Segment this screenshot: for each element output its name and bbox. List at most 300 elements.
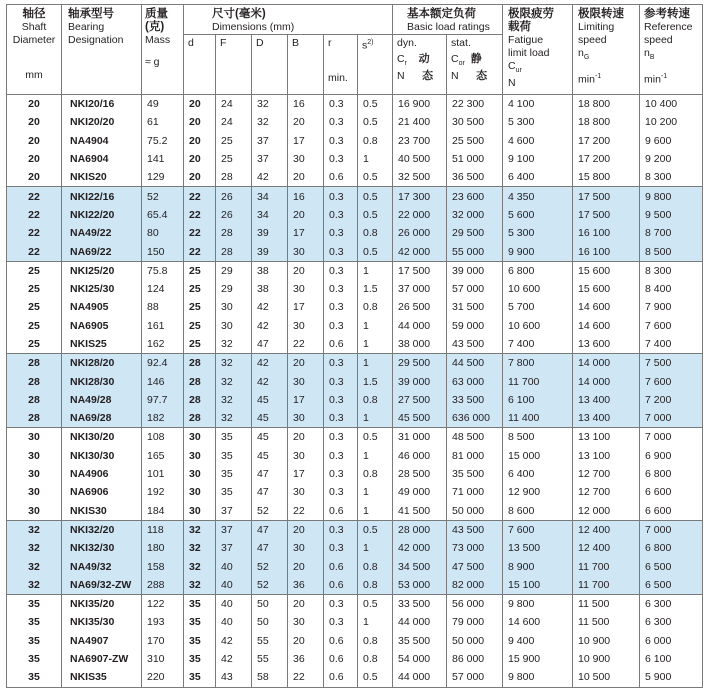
cell-shaft: 35 <box>7 632 62 650</box>
cell-cor: 43 500 <box>447 335 503 354</box>
cell-F: 35 <box>216 483 252 501</box>
cell-cu: 6 800 <box>503 261 573 280</box>
cell-des: NKI28/30 <box>62 372 142 390</box>
cell-D: 42 <box>252 317 288 335</box>
cell-nb: 10 400 <box>640 95 703 114</box>
cell-d: 28 <box>184 409 216 428</box>
cell-cor: 48 500 <box>447 428 503 447</box>
cell-nb: 6 600 <box>640 483 703 501</box>
cell-D: 58 <box>252 668 288 687</box>
cell-des: NKIS35 <box>62 668 142 687</box>
cell-cr: 17 300 <box>393 187 447 206</box>
cell-D: 42 <box>252 168 288 187</box>
cell-F: 42 <box>216 650 252 668</box>
cell-des: NKI20/16 <box>62 95 142 114</box>
cell-shaft: 32 <box>7 557 62 575</box>
cell-nb: 6 100 <box>640 650 703 668</box>
cell-B: 17 <box>288 465 324 483</box>
cell-mass: 158 <box>142 557 184 575</box>
cell-shaft: 35 <box>7 613 62 631</box>
table-row <box>7 242 703 261</box>
table-row <box>7 650 703 668</box>
cell-shaft: 22 <box>7 224 62 242</box>
cell-s: 0.5 <box>358 95 393 114</box>
cell-s: 1 <box>358 502 393 521</box>
cell-mass: 162 <box>142 335 184 354</box>
cell-shaft: 20 <box>7 168 62 187</box>
cell-des: NA49/22 <box>62 224 142 242</box>
cell-cu: 7 600 <box>503 520 573 539</box>
cell-cu: 9 400 <box>503 632 573 650</box>
cell-mass: 80 <box>142 224 184 242</box>
cell-s: 0.8 <box>358 465 393 483</box>
cell-ng: 13 400 <box>573 391 640 409</box>
cell-cu: 6 400 <box>503 465 573 483</box>
cell-mass: 146 <box>142 372 184 390</box>
cell-d: 20 <box>184 150 216 168</box>
cell-D: 47 <box>252 483 288 501</box>
cell-D: 45 <box>252 428 288 447</box>
cell-cor: 79 000 <box>447 613 503 631</box>
table-row <box>7 224 703 242</box>
cell-cr: 26 500 <box>393 298 447 316</box>
cell-mass: 310 <box>142 650 184 668</box>
cell-F: 40 <box>216 576 252 595</box>
cell-s: 0.8 <box>358 132 393 150</box>
header-dynamic: dyn. $C_r$ 动 N 态 <box>393 35 447 95</box>
cell-cu: 9 800 <box>503 595 573 614</box>
cell-nb: 9 800 <box>640 187 703 206</box>
cell-D: 32 <box>252 113 288 131</box>
cell-cor: 36 500 <box>447 168 503 187</box>
cell-r: 0.3 <box>324 113 358 131</box>
cell-cor: 23 600 <box>447 187 503 206</box>
cell-cor: 63 000 <box>447 372 503 390</box>
cell-B: 30 <box>288 372 324 390</box>
cell-mass: 124 <box>142 280 184 298</box>
cell-r: 0.3 <box>324 187 358 206</box>
cell-F: 35 <box>216 447 252 465</box>
cell-r: 0.6 <box>324 502 358 521</box>
cell-B: 22 <box>288 668 324 687</box>
cell-cor: 44 500 <box>447 354 503 373</box>
table-row <box>7 483 703 501</box>
cell-mass: 184 <box>142 502 184 521</box>
cell-d: 28 <box>184 354 216 373</box>
cell-cr: 34 500 <box>393 557 447 575</box>
header-load-ratings: 基本额定负荷 Basic load ratings <box>393 5 503 35</box>
cell-mass: 170 <box>142 632 184 650</box>
cell-D: 47 <box>252 539 288 557</box>
cell-nb: 5 900 <box>640 668 703 687</box>
cell-B: 30 <box>288 280 324 298</box>
cell-cor: 56 000 <box>447 595 503 614</box>
cell-des: NA6906 <box>62 483 142 501</box>
cell-F: 25 <box>216 150 252 168</box>
cell-shaft: 28 <box>7 372 62 390</box>
cell-r: 0.3 <box>324 206 358 224</box>
table-row <box>7 539 703 557</box>
cell-d: 20 <box>184 132 216 150</box>
cell-des: NKI35/30 <box>62 613 142 631</box>
cell-cor: 82 000 <box>447 576 503 595</box>
cell-ng: 13 100 <box>573 447 640 465</box>
cell-shaft: 25 <box>7 335 62 354</box>
cell-mass: 101 <box>142 465 184 483</box>
cell-nb: 8 400 <box>640 280 703 298</box>
cell-F: 32 <box>216 354 252 373</box>
cell-cu: 12 900 <box>503 483 573 501</box>
cell-cu: 9 800 <box>503 668 573 687</box>
cell-des: NKI25/30 <box>62 280 142 298</box>
cell-cu: 11 700 <box>503 372 573 390</box>
table-row <box>7 335 703 354</box>
cell-mass: 108 <box>142 428 184 447</box>
cell-d: 30 <box>184 502 216 521</box>
cell-nb: 9 600 <box>640 132 703 150</box>
cell-nb: 8 300 <box>640 261 703 280</box>
cell-s: 1 <box>358 409 393 428</box>
cell-cu: 5 700 <box>503 298 573 316</box>
cell-mass: 165 <box>142 447 184 465</box>
cell-r: 0.3 <box>324 391 358 409</box>
cell-des: NKI35/20 <box>62 595 142 614</box>
table-row <box>7 465 703 483</box>
cell-B: 16 <box>288 187 324 206</box>
cell-nb: 9 500 <box>640 206 703 224</box>
cell-ng: 13 400 <box>573 409 640 428</box>
cell-ng: 17 200 <box>573 132 640 150</box>
cell-des: NKIS25 <box>62 335 142 354</box>
cell-cr: 38 000 <box>393 335 447 354</box>
cell-mass: 122 <box>142 595 184 614</box>
cell-des: NKI20/20 <box>62 113 142 131</box>
cell-des: NA6904 <box>62 150 142 168</box>
cell-s: 0.8 <box>358 224 393 242</box>
cell-des: NA49/28 <box>62 391 142 409</box>
cell-B: 30 <box>288 317 324 335</box>
cell-s: 1 <box>358 335 393 354</box>
cell-B: 20 <box>288 557 324 575</box>
cell-F: 26 <box>216 187 252 206</box>
cell-s: 0.8 <box>358 650 393 668</box>
cell-mass: 129 <box>142 168 184 187</box>
cell-r: 0.3 <box>324 298 358 316</box>
cell-ng: 16 100 <box>573 224 640 242</box>
cell-cor: 51 000 <box>447 150 503 168</box>
cell-ng: 17 500 <box>573 206 640 224</box>
cell-r: 0.6 <box>324 335 358 354</box>
cell-s: 1 <box>358 317 393 335</box>
cell-d: 32 <box>184 557 216 575</box>
cell-s: 1 <box>358 354 393 373</box>
cell-mass: 288 <box>142 576 184 595</box>
table-row <box>7 557 703 575</box>
cell-B: 22 <box>288 335 324 354</box>
cell-s: 1 <box>358 150 393 168</box>
cell-cor: 29 500 <box>447 224 503 242</box>
cell-mass: 193 <box>142 613 184 631</box>
cell-nb: 7 600 <box>640 372 703 390</box>
table-row <box>7 150 703 168</box>
cell-D: 34 <box>252 206 288 224</box>
cell-nb: 6 500 <box>640 576 703 595</box>
cell-r: 0.3 <box>324 354 358 373</box>
cell-shaft: 20 <box>7 132 62 150</box>
cell-d: 25 <box>184 335 216 354</box>
cell-cu: 14 600 <box>503 613 573 631</box>
table-row <box>7 520 703 539</box>
cell-B: 20 <box>288 206 324 224</box>
cell-F: 32 <box>216 335 252 354</box>
cell-ng: 10 900 <box>573 650 640 668</box>
cell-D: 55 <box>252 632 288 650</box>
cell-d: 32 <box>184 576 216 595</box>
cell-r: 0.6 <box>324 576 358 595</box>
cell-mass: 92.4 <box>142 354 184 373</box>
cell-mass: 88 <box>142 298 184 316</box>
cell-des: NA4904 <box>62 132 142 150</box>
cell-d: 22 <box>184 206 216 224</box>
cell-D: 47 <box>252 335 288 354</box>
cell-cu: 13 500 <box>503 539 573 557</box>
cell-s: 1.5 <box>358 372 393 390</box>
cell-shaft: 20 <box>7 150 62 168</box>
cell-shaft: 35 <box>7 668 62 687</box>
cell-ng: 15 600 <box>573 280 640 298</box>
cell-des: NA4907 <box>62 632 142 650</box>
table-body <box>7 95 703 688</box>
table-row <box>7 576 703 595</box>
cell-cr: 46 000 <box>393 447 447 465</box>
cell-ng: 10 900 <box>573 632 640 650</box>
cell-B: 20 <box>288 261 324 280</box>
cell-D: 50 <box>252 595 288 614</box>
cell-mass: 49 <box>142 95 184 114</box>
cell-ng: 14 000 <box>573 372 640 390</box>
cell-cr: 53 000 <box>393 576 447 595</box>
cell-des: NKI30/30 <box>62 447 142 465</box>
cell-ng: 12 400 <box>573 520 640 539</box>
table-row <box>7 261 703 280</box>
table-row <box>7 409 703 428</box>
cell-F: 25 <box>216 132 252 150</box>
header-mass: 质量 (克) Mass ≈ g <box>142 5 184 95</box>
cell-D: 32 <box>252 95 288 114</box>
cell-r: 0.3 <box>324 447 358 465</box>
cell-D: 38 <box>252 280 288 298</box>
cell-cu: 7 400 <box>503 335 573 354</box>
cell-B: 30 <box>288 242 324 261</box>
cell-shaft: 30 <box>7 447 62 465</box>
cell-cu: 7 800 <box>503 354 573 373</box>
cell-r: 0.3 <box>324 150 358 168</box>
cell-r: 0.3 <box>324 132 358 150</box>
cell-mass: 65.4 <box>142 206 184 224</box>
cell-mass: 192 <box>142 483 184 501</box>
cell-cu: 8 600 <box>503 502 573 521</box>
cell-d: 35 <box>184 668 216 687</box>
cell-s: 0.8 <box>358 632 393 650</box>
cell-des: NA6907-ZW <box>62 650 142 668</box>
cell-shaft: 28 <box>7 409 62 428</box>
cell-d: 25 <box>184 261 216 280</box>
header-reference-speed: 参考转速 Reference speed $n_B$ $\min^{-1}$ <box>640 5 703 95</box>
cell-nb: 7 000 <box>640 520 703 539</box>
cell-ng: 12 000 <box>573 502 640 521</box>
header-shaft: 轴径 Shaft Diameter mm <box>7 5 62 95</box>
cell-ng: 15 600 <box>573 261 640 280</box>
cell-ng: 11 500 <box>573 595 640 614</box>
cell-B: 20 <box>288 595 324 614</box>
cell-des: NA4905 <box>62 298 142 316</box>
cell-d: 20 <box>184 113 216 131</box>
cell-r: 0.6 <box>324 668 358 687</box>
table-row <box>7 447 703 465</box>
cell-cu: 10 600 <box>503 317 573 335</box>
cell-mass: 182 <box>142 409 184 428</box>
cell-F: 28 <box>216 168 252 187</box>
cell-cu: 8 500 <box>503 428 573 447</box>
cell-r: 0.3 <box>324 613 358 631</box>
cell-cr: 40 500 <box>393 150 447 168</box>
table-row <box>7 354 703 373</box>
cell-nb: 6 600 <box>640 502 703 521</box>
cell-ng: 16 100 <box>573 242 640 261</box>
cell-shaft: 30 <box>7 465 62 483</box>
cell-cu: 5 300 <box>503 224 573 242</box>
cell-B: 36 <box>288 576 324 595</box>
cell-d: 30 <box>184 465 216 483</box>
cell-B: 17 <box>288 391 324 409</box>
cell-cr: 28 500 <box>393 465 447 483</box>
cell-D: 45 <box>252 391 288 409</box>
cell-d: 22 <box>184 187 216 206</box>
cell-F: 28 <box>216 242 252 261</box>
cell-d: 20 <box>184 168 216 187</box>
cell-des: NA49/32 <box>62 557 142 575</box>
cell-nb: 8 700 <box>640 224 703 242</box>
cell-ng: 18 800 <box>573 95 640 114</box>
cell-des: NKI30/20 <box>62 428 142 447</box>
cell-cu: 5 300 <box>503 113 573 131</box>
table-row <box>7 613 703 631</box>
cell-B: 30 <box>288 539 324 557</box>
cell-cor: 31 500 <box>447 298 503 316</box>
cell-cu: 5 600 <box>503 206 573 224</box>
cell-ng: 12 700 <box>573 483 640 501</box>
cell-F: 29 <box>216 261 252 280</box>
cell-mass: 220 <box>142 668 184 687</box>
cell-F: 42 <box>216 632 252 650</box>
cell-B: 20 <box>288 520 324 539</box>
cell-shaft: 20 <box>7 95 62 114</box>
cell-F: 43 <box>216 668 252 687</box>
cell-r: 0.6 <box>324 650 358 668</box>
table-row <box>7 317 703 335</box>
cell-cor: 33 500 <box>447 391 503 409</box>
cell-F: 35 <box>216 465 252 483</box>
cell-r: 0.3 <box>324 465 358 483</box>
bearing-table-container <box>6 4 702 688</box>
cell-cr: 29 500 <box>393 354 447 373</box>
cell-nb: 6 300 <box>640 613 703 631</box>
cell-D: 39 <box>252 242 288 261</box>
cell-d: 22 <box>184 224 216 242</box>
cell-ng: 17 200 <box>573 150 640 168</box>
cell-d: 25 <box>184 317 216 335</box>
cell-cr: 32 500 <box>393 168 447 187</box>
cell-d: 32 <box>184 520 216 539</box>
cell-nb: 8 500 <box>640 242 703 261</box>
cell-B: 30 <box>288 409 324 428</box>
cell-B: 17 <box>288 224 324 242</box>
cell-B: 20 <box>288 428 324 447</box>
cell-d: 25 <box>184 280 216 298</box>
cell-ng: 11 700 <box>573 576 640 595</box>
cell-shaft: 30 <box>7 502 62 521</box>
cell-cor: 43 500 <box>447 520 503 539</box>
cell-cor: 22 300 <box>447 95 503 114</box>
cell-r: 0.3 <box>324 317 358 335</box>
cell-D: 34 <box>252 187 288 206</box>
cell-d: 35 <box>184 650 216 668</box>
cell-F: 28 <box>216 224 252 242</box>
cell-B: 16 <box>288 95 324 114</box>
cell-cr: 23 700 <box>393 132 447 150</box>
cell-mass: 150 <box>142 242 184 261</box>
cell-cr: 26 000 <box>393 224 447 242</box>
cell-shaft: 22 <box>7 187 62 206</box>
table-row <box>7 391 703 409</box>
cell-nb: 9 200 <box>640 150 703 168</box>
cell-cr: 27 500 <box>393 391 447 409</box>
cell-cor: 32 000 <box>447 206 503 224</box>
cell-ng: 13 100 <box>573 428 640 447</box>
cell-d: 30 <box>184 428 216 447</box>
cell-s: 0.5 <box>358 206 393 224</box>
cell-cu: 6 400 <box>503 168 573 187</box>
cell-cor: 35 500 <box>447 465 503 483</box>
cell-nb: 7 400 <box>640 335 703 354</box>
cell-shaft: 25 <box>7 261 62 280</box>
table-row <box>7 632 703 650</box>
cell-s: 1.5 <box>358 280 393 298</box>
cell-F: 37 <box>216 539 252 557</box>
cell-D: 55 <box>252 650 288 668</box>
cell-nb: 7 200 <box>640 391 703 409</box>
cell-shaft: 20 <box>7 113 62 131</box>
cell-s: 1 <box>358 483 393 501</box>
cell-r: 0.6 <box>324 557 358 575</box>
cell-mass: 61 <box>142 113 184 131</box>
cell-r: 0.3 <box>324 539 358 557</box>
cell-shaft: 35 <box>7 650 62 668</box>
cell-cu: 6 100 <box>503 391 573 409</box>
cell-D: 42 <box>252 372 288 390</box>
header-B: B <box>288 35 324 95</box>
cell-cor: 73 000 <box>447 539 503 557</box>
cell-F: 32 <box>216 391 252 409</box>
cell-mass: 118 <box>142 520 184 539</box>
cell-r: 0.3 <box>324 595 358 614</box>
cell-cor: 50 000 <box>447 502 503 521</box>
cell-s: 0.8 <box>358 557 393 575</box>
cell-cor: 39 000 <box>447 261 503 280</box>
table-row <box>7 168 703 187</box>
cell-B: 30 <box>288 613 324 631</box>
table-row <box>7 187 703 206</box>
